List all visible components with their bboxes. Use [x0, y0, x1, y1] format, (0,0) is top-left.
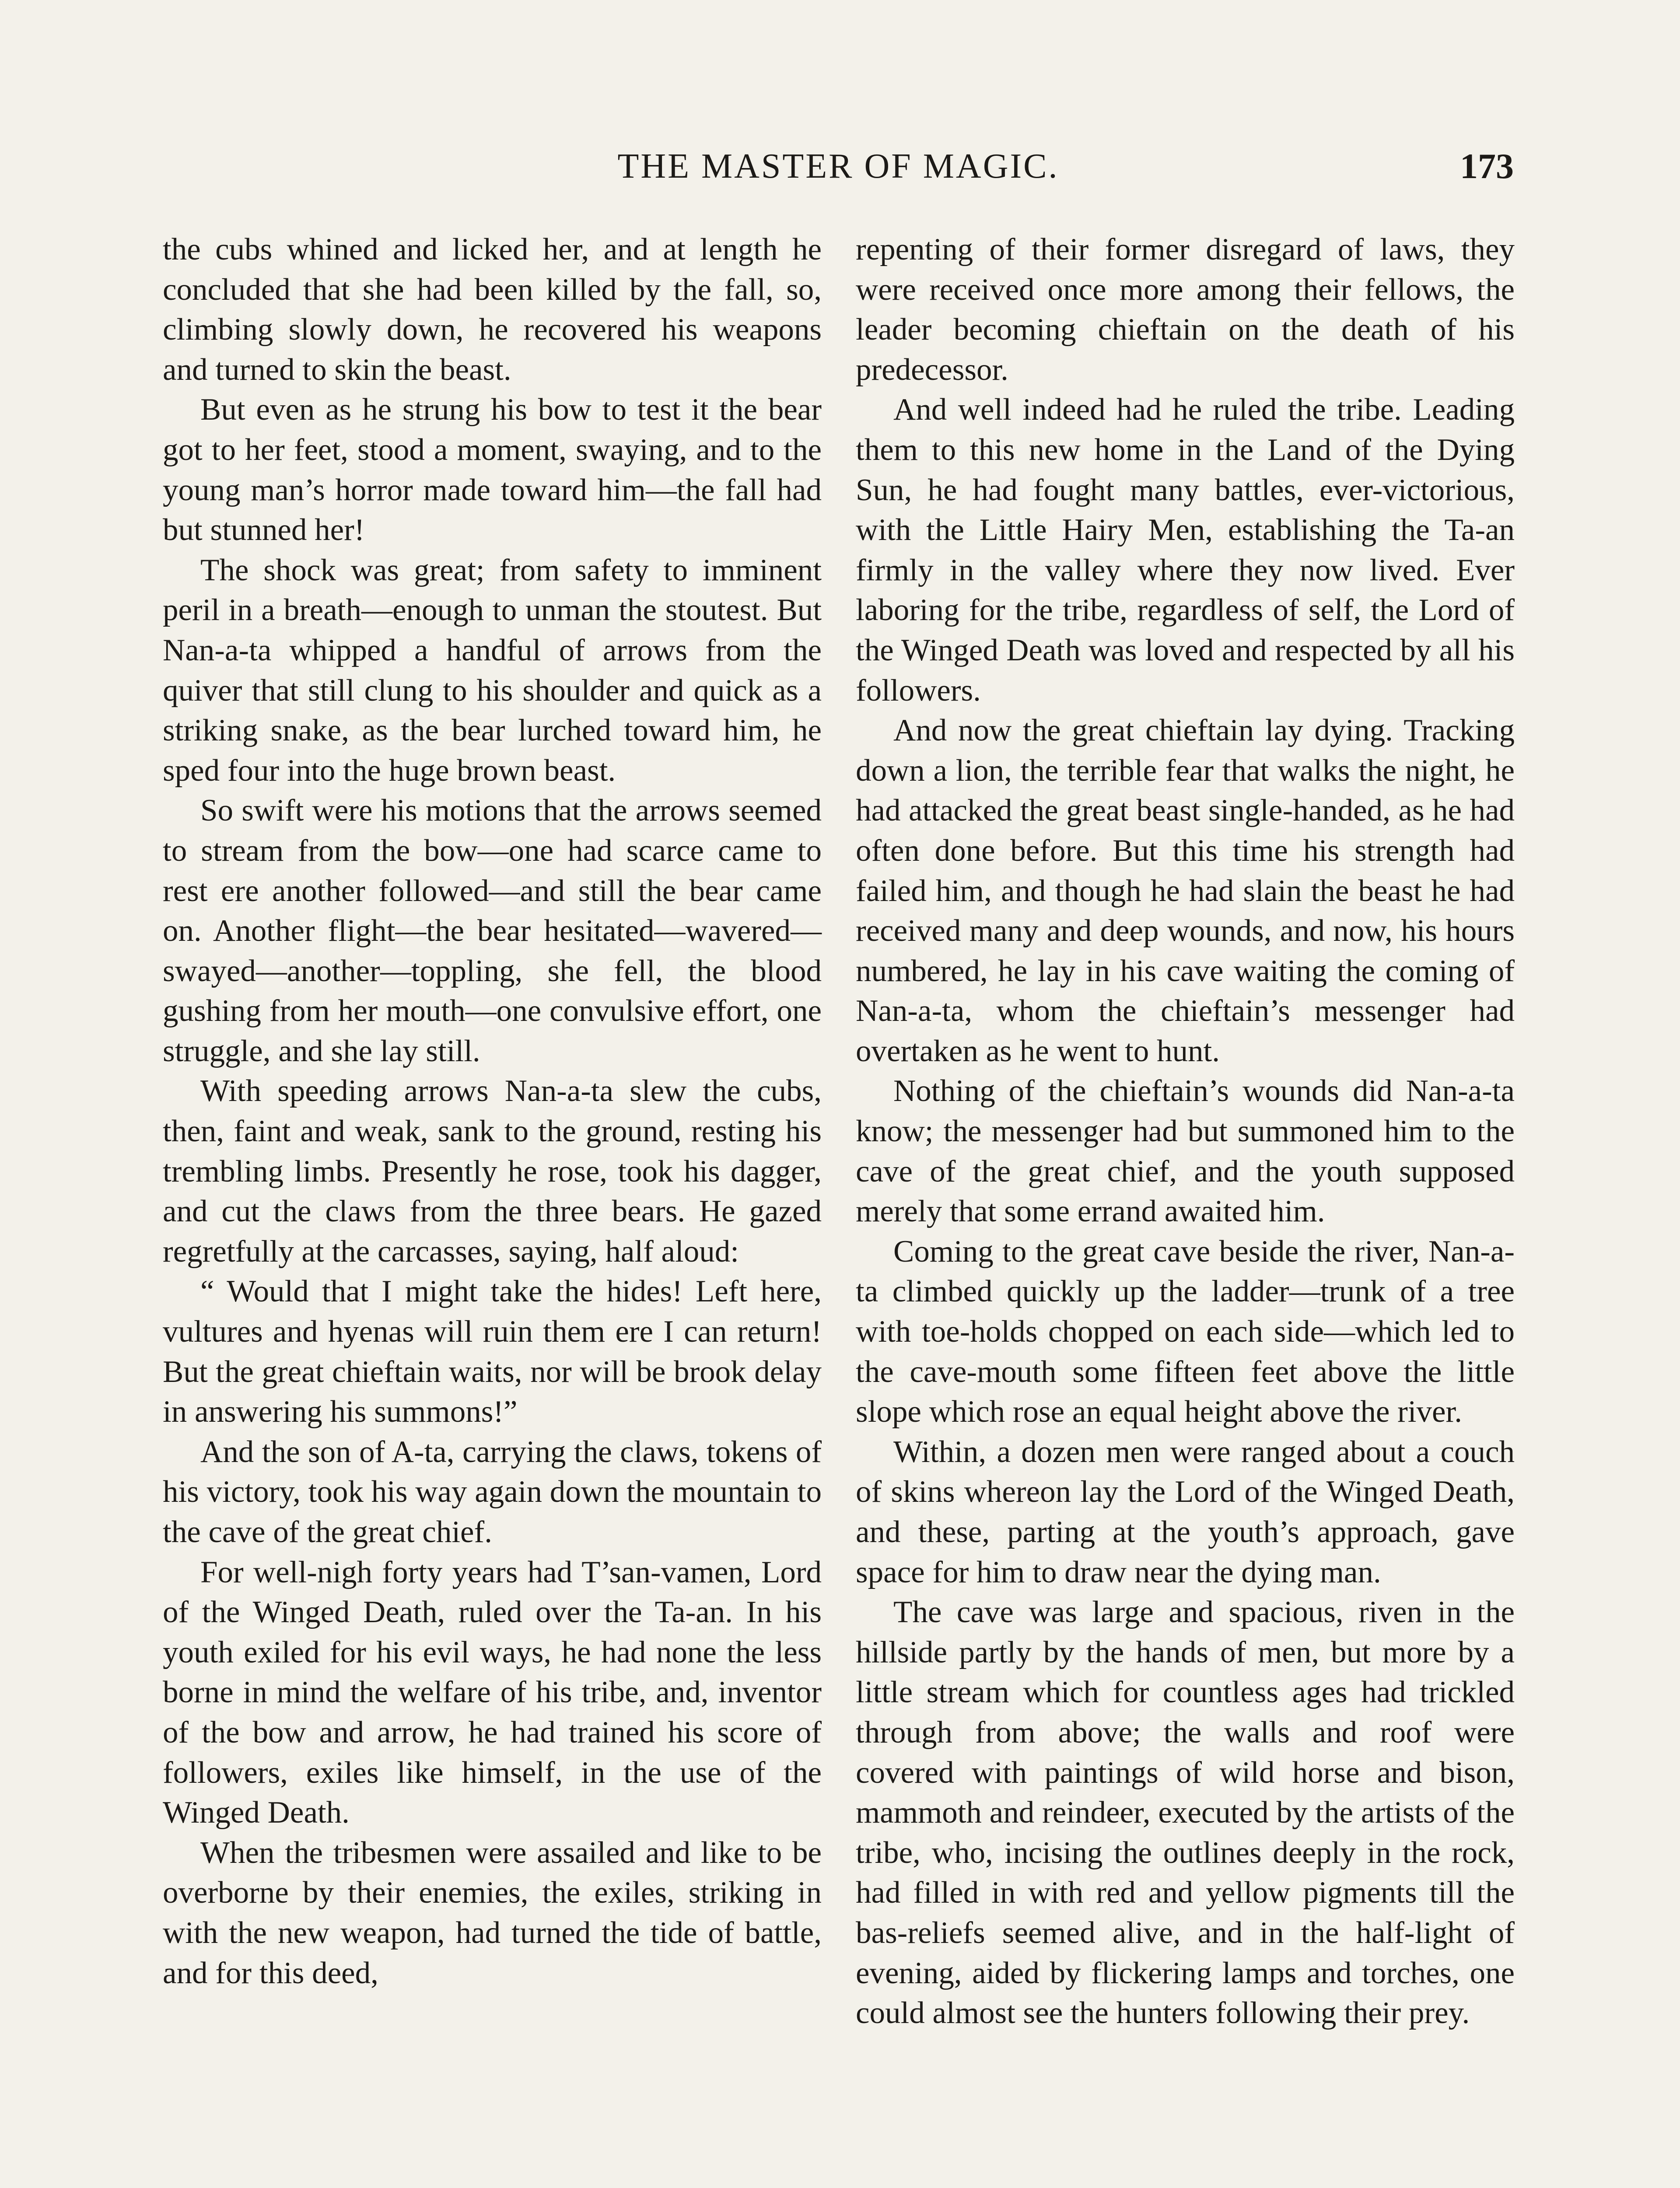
quoted-speech-paragraph: “ Would that I might take the hides! Left here, vultures and hyenas will ruin them ere I can return! But the great chieftain waits, nor will be brook delay in answering his summons!” — [163, 1274, 822, 1429]
paragraph: Within, a dozen men were ranged about a couch of skins whereon lay the Lord of the Winged Death, and these, parting at the youth’s approach, gave space for him to draw near the dying man. — [856, 1434, 1515, 1589]
page-header — [163, 144, 1514, 197]
paragraph: With speeding arrows Nan-a-ta slew the cubs, then, faint and weak, sank to the ground, resting his trembling limbs. Presently he rose, took his dagger, and cut the claws from the three bears. He gazed regretfully at the carcasses, saying, half aloud: — [163, 1074, 822, 1269]
page-number: 173 — [1460, 146, 1514, 186]
running-title: THE MASTER OF MAGIC. — [617, 147, 1059, 186]
left-column — [163, 230, 822, 1993]
paragraph: And the son of A-ta, carrying the claws, tokens of his victory, took his way again down the mountain to the cave of the great chief. — [163, 1434, 822, 1549]
paragraph: And well indeed had he ruled the tribe. Leading them to this new home in the Land of the Dying Sun, he had fought many battles, ever-victorious, with the Little Hairy Men, establishing the Ta-an firmly in the valley where they now lived. Ever laboring for the tribe, regardless of self, the Lord of the Winged Death was loved and respected by all his followers. — [856, 393, 1515, 708]
paragraph: Nothing of the chieftain’s wounds did Nan-a-ta know; the messenger had but summoned him to the cave of the great chief, and the youth supposed merely that some errand awaited him. — [856, 1074, 1515, 1229]
paragraph-continued: the cubs whined and licked her, and at length he concluded that she had been killed by the fall, so, climbing slowly down, he recovered his weapons and turned to skin the beast. — [163, 232, 822, 387]
paragraph: The cave was large and spacious, riven in the hillside partly by the hands of men, but more by a little stream which for countless ages had trickled through from above; the walls and roof were covered with paintings of wild horse and bison, mammoth and reindeer, executed by the artists of the tribe, who, incising the outlines deeply in the rock, had filled in with red and yellow pigments till the bas-reliefs seemed alive, and in the half-light of evening, aided by flickering lamps and torches, one could almost see the hunters following their prey. — [856, 1595, 1515, 2030]
paragraph: So swift were his motions that the arrows seemed to stream from the bow—one had scarce came to rest ere another followed—and still the bear came on. Another flight—the bear hesitated—wavered—swayed—another—toppling, she fell, the blood gushing from her mouth—one convulsive effort, one struggle, and she lay still. — [163, 793, 822, 1068]
paragraph-continued: repenting of their former disregard of laws, they were received once more among their fellows, the leader becoming chieftain on the death of his predecessor. — [856, 232, 1515, 387]
paragraph: When the tribesmen were assailed and like to be overborne by their enemies, the exiles, striking in with the new weapon, had turned the tide of battle, and for this deed, — [163, 1835, 822, 1990]
paragraph: Coming to the great cave beside the river, Nan-a-ta climbed quickly up the ladder—trunk of a tree with toe-holds chopped on each side—which led to the cave-mouth some fifteen feet above the little slope which rose an equal height above the river. — [856, 1234, 1515, 1429]
paragraph: But even as he strung his bow to test it the bear got to her feet, stood a moment, swaying, and to the young man’s horror made toward him—the fall had but stunned her! — [163, 393, 822, 547]
paragraph: The shock was great; from safety to imminent peril in a breath—enough to unman the stoutest. But Nan-a-ta whipped a handful of arrows from the quiver that still clung to his shoulder and quick as a striking snake, as the bear lurched toward him, he sped four into the huge brown beast. — [163, 553, 822, 788]
paragraph: And now the great chieftain lay dying. Tracking down a lion, the terrible fear that walks the night, he had attacked the great beast single-handed, as he had often done before. But this time his strength had failed him, and though he had slain the beast he had received many and deep wounds, and now, his hours numbered, he lay in his cave waiting the coming of Nan-a-ta, whom the chieftain’s messenger had overtaken as he went to hunt. — [856, 713, 1515, 1068]
right-column — [856, 230, 1515, 2034]
paragraph: For well-nigh forty years had T’san-vamen, Lord of the Winged Death, ruled over the Ta-an. In his youth exiled for his evil ways, he had none the less borne in mind the welfare of his tribe, and, inventor of the bow and arrow, he had trained his score of followers, exiles like himself, in the use of the Winged Death. — [163, 1555, 822, 1830]
